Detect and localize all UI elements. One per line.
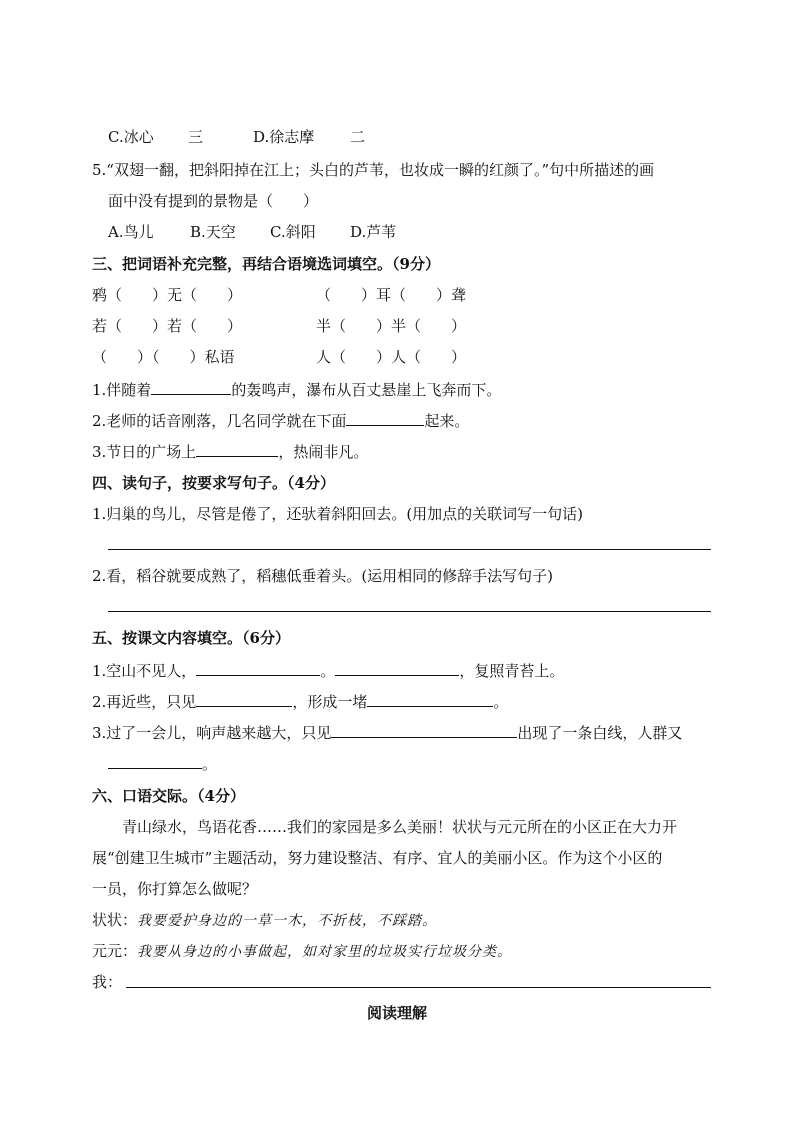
idiom-row1-a: 鸦（ ）无（ ）: [92, 286, 243, 304]
fill-sentence-2: [92, 410, 469, 431]
section5-title: 五、按课文内容填空。（6分）: [92, 629, 290, 647]
speaker-2-speech: 我要从身边的小事做起，如对家里的垃圾实行垃圾分类。: [137, 944, 513, 960]
sec6-para-1: 青山绿水，鸟语花香……我们的家园是多么美丽！状状与元元所在的小区正在大力开: [122, 818, 678, 836]
section4-title: 四、读句子，按要求写句子。（4分）: [92, 474, 335, 492]
section6-title: 六、口语交际。（4分）: [92, 787, 245, 805]
text-2-mid: ，形成一堵: [292, 693, 368, 711]
idiom-row2-b: 半（ ）半（ ）: [316, 317, 467, 335]
poem-1-prefix: 1.空山不见人，: [92, 662, 197, 680]
fill-2-blank[interactable]: [346, 410, 424, 426]
text-2-suffix: 。: [493, 693, 509, 711]
q5-line2: 面中没有提到的景物是（ ）: [108, 192, 319, 210]
sec6-para-2: 展“创建卫生城市”主题活动，努力建设整洁、有序、宜人的美丽小区。作为这个小区的: [92, 849, 663, 867]
text-2-blank-a[interactable]: [196, 691, 292, 707]
text-3-blank[interactable]: [331, 722, 517, 738]
q5-option-d: D.芦苇: [350, 223, 397, 241]
speaker-2-name: 元元：: [92, 942, 138, 960]
text-4-suffix: 。: [202, 755, 218, 773]
idiom-row2-a: 若（ ）若（ ）: [92, 317, 243, 335]
poem-1-suffix: ，复照青苔上。: [459, 662, 565, 680]
idiom-row3-a: （ ）（ ）私语: [92, 348, 235, 366]
poem-1-blank-a[interactable]: [196, 660, 320, 676]
sec4-q2-answer-line[interactable]: [108, 611, 711, 612]
fill-sentence-3: [92, 441, 368, 462]
poem-1-mid: 。: [320, 662, 336, 680]
text-line-2: [92, 691, 508, 712]
my-answer-line[interactable]: [126, 987, 711, 988]
sec4-q1-answer-line[interactable]: [108, 549, 711, 550]
speaker-1-name: 状状：: [92, 911, 138, 929]
fill-sentence-1: [92, 379, 501, 400]
fill-3-blank[interactable]: [196, 441, 278, 457]
text-3-suffix: 出现了一条白线，人群又: [517, 724, 683, 742]
idiom-row3-b: 人（ ）人（ ）: [316, 348, 467, 366]
q5-option-b: B.天空: [190, 223, 236, 241]
my-answer-label: 我：: [92, 973, 123, 991]
speaker-yuanyuan: [92, 941, 512, 962]
fill-2-prefix: 2.老师的话音刚落，几名同学就在下面: [92, 412, 347, 430]
speaker-zhuangzhuang: [92, 910, 437, 931]
fill-1-prefix: 1.伴随着: [92, 381, 152, 399]
option-c: C.冰心: [108, 128, 154, 146]
section3-title: 三、把词语补充完整，再结合语境选词填空。（9分）: [92, 255, 440, 273]
fill-3-suffix: ，热闹非凡。: [278, 443, 369, 461]
q5-line1: 5.“双翅一翻，把斜阳掉在江上；头白的芦苇，也妆成一瞬的红颜了。”句中所描述的画: [92, 161, 655, 179]
fill-3-prefix: 3.节日的广场上: [92, 443, 197, 461]
fill-1-blank[interactable]: [151, 379, 231, 395]
option-c-count: 三: [188, 128, 204, 146]
text-line-3: [92, 722, 682, 743]
sec6-para-3: 一员，你打算怎么做呢？: [92, 880, 258, 898]
poem-1-blank-b[interactable]: [335, 660, 459, 676]
text-line-4: [108, 753, 217, 774]
speaker-1-speech: 我要爱护身边的一草一木，不折枝，不踩踏。: [137, 913, 438, 929]
q5-option-a: A.鸟儿: [108, 223, 154, 241]
text-3-prefix: 3.过了一会儿，响声越来越大，只见: [92, 724, 332, 742]
fill-2-suffix: 起来。: [424, 412, 470, 430]
text-4-blank[interactable]: [108, 753, 202, 769]
reading-comprehension-title: 阅读理解: [366, 1004, 427, 1022]
idiom-row1-b: （ ）耳（ ）聋: [316, 286, 467, 304]
text-2-prefix: 2.再近些，只见: [92, 693, 197, 711]
text-2-blank-b[interactable]: [367, 691, 493, 707]
sec4-q1: 1.归巢的鸟儿，尽管是倦了，还驮着斜阳回去。(用加点的关联词写一句话): [92, 505, 584, 523]
sec4-q2: 2.看，稻谷就要成熟了，稻穗低垂着头。(运用相同的修辞手法写句子): [92, 567, 554, 585]
option-d: D.徐志摩: [253, 128, 315, 146]
option-d-count: 二: [350, 128, 366, 146]
q5-option-c: C.斜阳: [270, 223, 316, 241]
fill-1-suffix: 的轰鸣声，瀑布从百丈悬崖上飞奔而下。: [231, 381, 502, 399]
poem-line-1: [92, 660, 564, 681]
